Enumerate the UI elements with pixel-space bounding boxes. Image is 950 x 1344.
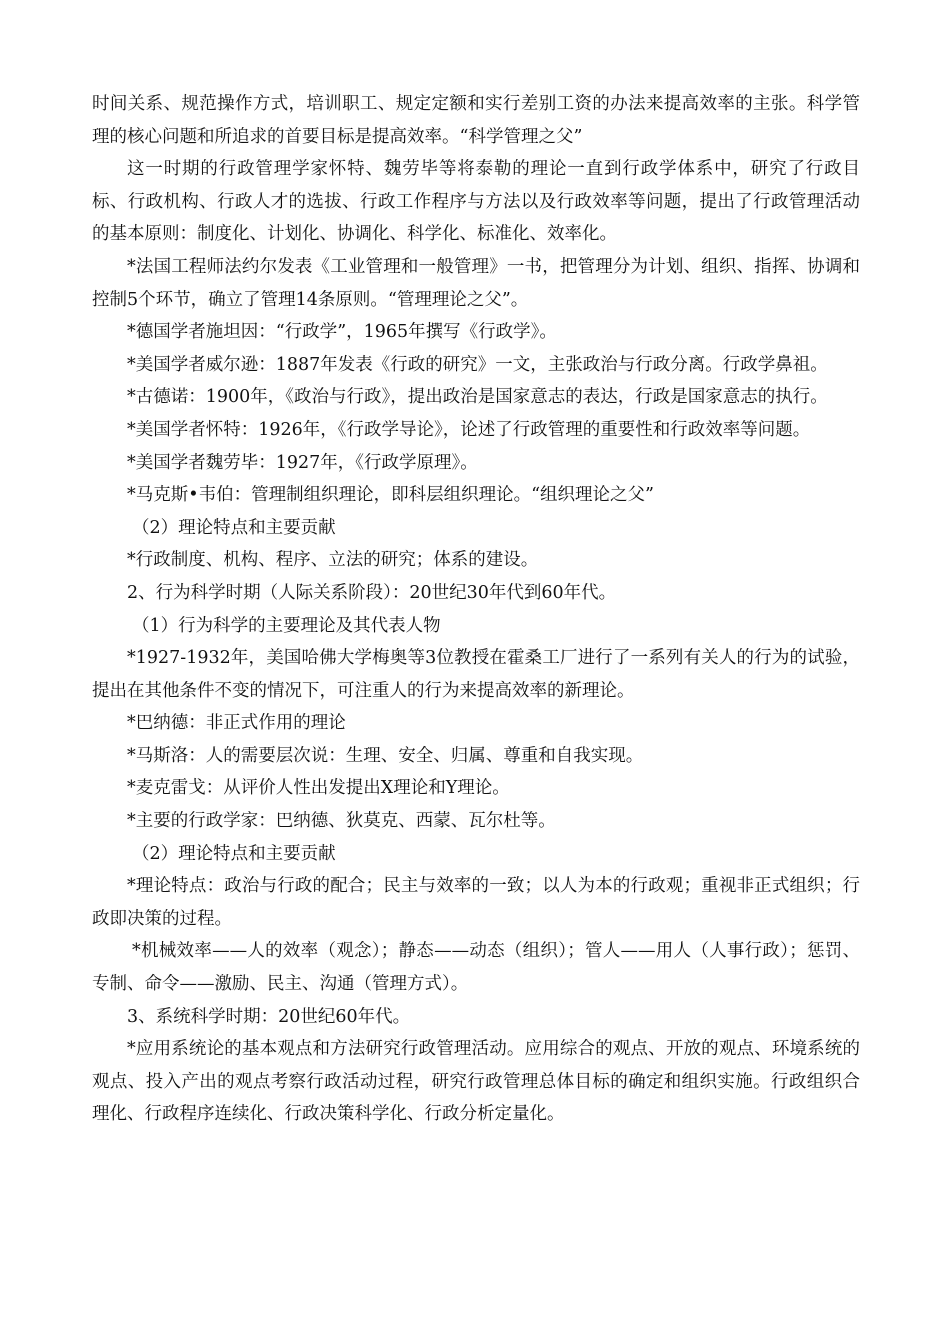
paragraph: *法国工程师法约尔发表《工业管理和一般管理》一书，把管理分为计划、组织、指挥、协调和控制5个环节，确立了管理14条原则。“管理理论之父”。 [92, 256, 860, 310]
paragraph: *德国学者施坦因：“行政学”，1965年撰写《行政学》。 [127, 322, 557, 343]
paragraph: *美国学者怀特：1926年，《行政学导论》，论述了行政管理的重要性和行政效率等问题。 [127, 419, 811, 440]
paragraph: *巴纳德：非正式作用的理论 [127, 713, 346, 734]
paragraph: *1927-1932年，美国哈佛大学梅奥等3位教授在霍桑工厂进行了一系列有关人的行为的试验，提出在其他条件不变的情况下，可注重人的行为来提高效率的新理论。 [92, 648, 860, 701]
paragraph: 这一时期的行政管理学家怀特、魏劳毕等将泰勒的理论一直到行政学体系中，研究了行政目标、行政机构、行政人才的选拔、行政工作程序与方法以及行政效率等问题，提出了行政管理活动的基本原则：制度化、计划化、协调化、科学化、标准化、效率化。 [92, 159, 860, 245]
paragraph: *美国学者魏劳毕：1927年，《行政学原理》。 [127, 452, 478, 473]
paragraph: *理论特点：政治与行政的配合；民主与效率的一致；以人为本的行政观；重视非正式组织；行政即决策的过程。 [92, 876, 860, 929]
paragraph: *机械效率——人的效率（观念）；静态——动态（组织）；管人——用人（人事行政）；惩罚、专制、命令——激励、民主、沟通（管理方式）。 [92, 941, 860, 995]
paragraph: *马斯洛：人的需要层次说：生理、安全、归属、尊重和自我实现。 [127, 745, 644, 766]
paragraph: 3、系统科学时期：20世纪60年代。 [127, 1006, 411, 1027]
paragraph: *马克斯•韦伯：管理制组织理论，即科层组织理论。“组织理论之父” [127, 485, 654, 506]
paragraph: *美国学者威尔逊：1887年发表《行政的研究》一文，主张政治与行政分离。行政学鼻祖。 [127, 354, 828, 375]
paragraph: （2）理论特点和主要贡献 [132, 843, 336, 864]
paragraph: *应用系统论的基本观点和方法研究行政管理活动。应用综合的观点、开放的观点、环境系统的观点、投入产出的观点考察行政活动过程，研究行政管理总体目标的确定和组织实施。行政组织合理化、行政程序连续化、行政决策科学化、行政分析定量化。 [92, 1039, 860, 1125]
paragraph: 2、行为科学时期（人际关系阶段）：20世纪30年代到60年代。 [127, 582, 617, 603]
paragraph: （1）行为科学的主要理论及其代表人物 [132, 615, 441, 636]
paragraph: 时间关系、规范操作方式，培训职工、规定定额和实行差别工资的办法来提高效率的主张。科学管理的核心问题和所追求的首要目标是提高效率。“科学管理之父” [92, 94, 860, 147]
paragraph: *古德诺：1900年，《政治与行政》，提出政治是国家意志的表达，行政是国家意志的执行。 [127, 387, 828, 408]
paragraph: *行政制度、机构、程序、立法的研究；体系的建设。 [127, 550, 539, 571]
document-body [92, 88, 860, 1131]
paragraph: *麦克雷戈：从评价人性出发提出X理论和Y理论。 [127, 778, 510, 799]
paragraph: （2）理论特点和主要贡献 [132, 517, 336, 538]
paragraph: *主要的行政学家：巴纳德、狄莫克、西蒙、瓦尔杜等。 [127, 811, 556, 832]
